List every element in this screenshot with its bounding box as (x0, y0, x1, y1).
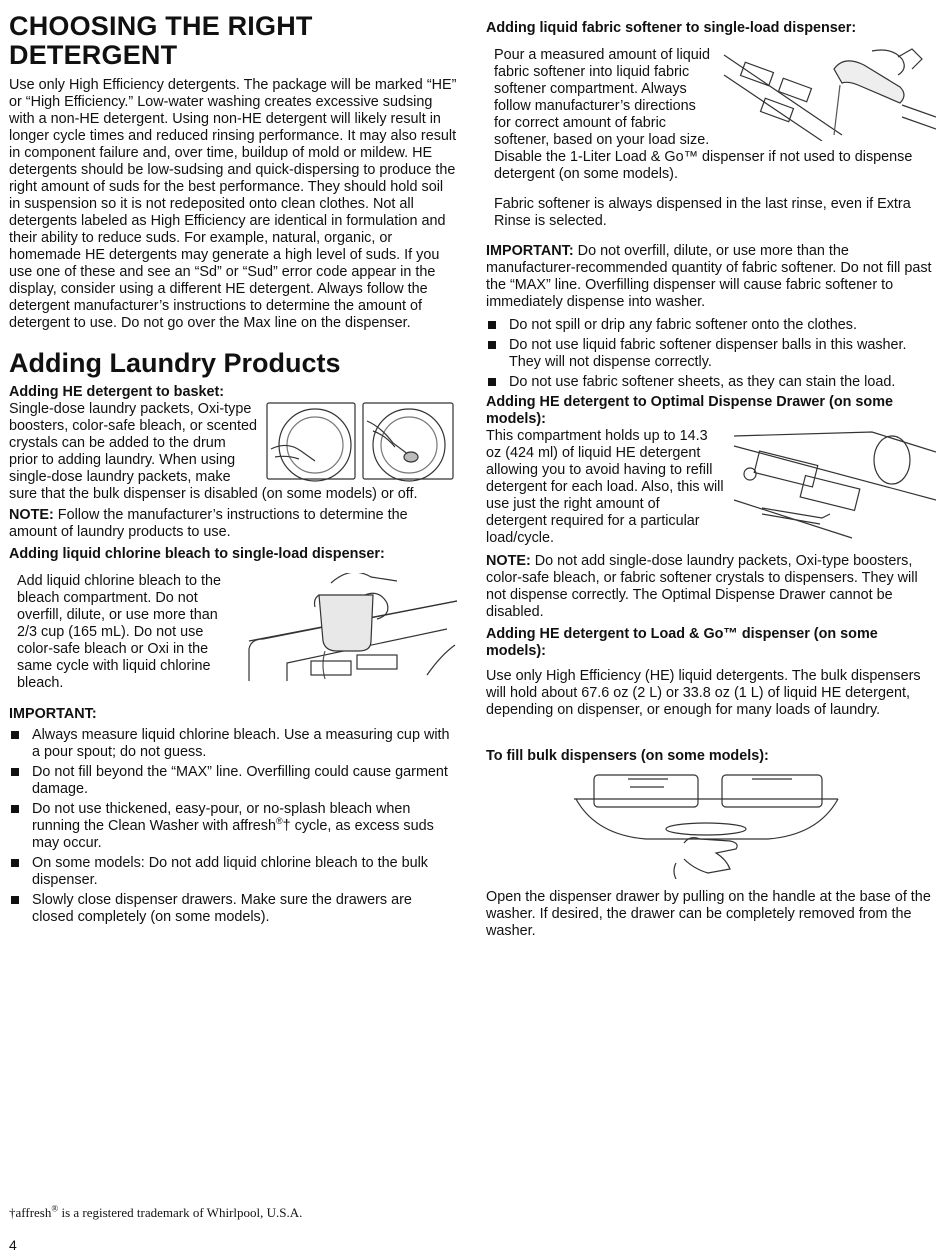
detergent-section-title: CHOOSING THE RIGHT DETERGENT (9, 11, 313, 70)
list-item: Do not use thickened, easy-pour, or no-splash bleach when running the Clean Washer with affresh®† cycle, as excess suds may occur. (9, 801, 457, 852)
softener-rinse: Fabric softener is always dispensed in the last rinse, even if Extra Rinse is selected. (494, 196, 911, 229)
softener-heading: Adding liquid fabric softener to single-load dispenser: (486, 20, 857, 36)
list-item: On some models: Do not add liquid chlorine bleach to the bulk dispenser. (9, 855, 457, 889)
adding-laundry-title: Adding Laundry Products (9, 348, 341, 378)
dispense-drawer-illustration (732, 430, 936, 540)
left-important-label: IMPORTANT: (9, 706, 97, 722)
list-item: Do not use liquid fabric softener dispenser balls in this washer. They will not dispense correctly. (486, 337, 936, 371)
right-important: IMPORTANT: Do not overfill, dilute, or use more than the manufacturer-recommended quantity of fabric softener. Do not fill past the “MAX” line. Overfilling dispenser will cause fabric softener to immediately dispense into washer. (486, 243, 932, 310)
list-item: Do not use fabric softener sheets, as they can stain the load. (486, 374, 936, 391)
right-column (486, 0, 936, 940)
list-item: Slowly close dispenser drawers. Make sure the drawers are closed completely (on some models). (9, 892, 457, 926)
left-note: NOTE: Follow the manufacturer’s instructions to determine the amount of laundry products to use. (9, 507, 408, 540)
page-number: 4 (9, 1237, 17, 1253)
bulk-heading: To fill bulk dispensers (on some models): (486, 748, 769, 764)
bleach-block (9, 573, 457, 692)
basket-block (9, 401, 457, 503)
bulk-drawer-illustration (572, 773, 936, 879)
bleach-heading: Adding liquid chlorine bleach to single-load dispenser: (9, 546, 385, 562)
loadgo-body: Use only High Efficiency (HE) liquid detergents. The bulk dispensers will hold about 67.6 oz (2 L) or 33.8 oz (1 L) of liquid HE detergent, depending on dispenser, or enough for many loads of laundry. (486, 668, 921, 718)
trademark-footnote: †affresh® is a registered trademark of Whirlpool, U.S.A. (9, 1203, 303, 1220)
right-note: NOTE: Do not add single-dose laundry packets, Oxi-type boosters, color-safe bleach, or fabric softener crystals to dispensers. They will not dispense correctly. The Optimal Dispense Drawer cannot be disabled. (486, 553, 918, 620)
optimal-body: This compartment holds up to 14.3 oz (424 ml) of liquid HE detergent allowing you to avoid having to refill detergent for each load. Also, this will use just the right amount of detergent required for a particular load/cycle. (486, 428, 724, 546)
softener-block (486, 47, 936, 183)
optimal-heading: Adding HE detergent to Optimal Dispense Drawer (on some models): (486, 394, 893, 427)
left-column (9, 0, 457, 929)
drum-illustration (265, 401, 457, 483)
list-item: Do not spill or drip any fabric softener onto the clothes. (486, 317, 936, 334)
optimal-block (486, 428, 936, 547)
basket-heading: Adding HE detergent to basket: (9, 384, 225, 400)
detergent-body: Use only High Efficiency detergents. The package will be marked “HE” or “High Efficiency.” Low-water washing creates excessive sudsing with a non-HE detergent. Using non-HE detergent will likely result in longer cycle times and reduced rinsing performance. It may also result in component failure and, over time, buildup of mold or mildew. HE detergents should be low-sudsing and quick-dispersing to produce the right amount of suds for the best performance. They should hold soil in suspension so it is not redeposited onto clean clothes. Not all detergents labeled as High Efficiency are identical in formulation and their ability to reduce suds. For example, natural, organic, or homemade HE detergents may generate a high level of suds. If you use one of these and see an “Sd” or “Sud” error code appear in the display, consider using a different HE detergent. Always follow the detergent manufacturer’s instructions to determine the amount of detergent to use. Do not go over the Max line on the dispenser. (9, 77, 457, 331)
basket-body: Single-dose laundry packets, Oxi-type boosters, color-safe bleach, or scented crystals can be added to the drum prior to adding laundry. When using single-dose laundry packets, make sure that the bulk dispenser is disabled (on some models) or off. (9, 401, 418, 502)
softener-bullet-list (486, 317, 936, 391)
softener-pour-illustration (722, 47, 936, 141)
bleach-bullet-list (9, 727, 457, 926)
bleach-pour-illustration (247, 573, 457, 683)
softener-body: Pour a measured amount of liquid fabric softener into liquid fabric softener compartment. Always follow manufacturer’s directions for correct amount of fabric softener, based on your load size. Disable the 1-Liter Load & Go™ dispenser if not used to dispense detergent (on some models). (494, 47, 913, 182)
bleach-body: Add liquid chlorine bleach to the bleach compartment. Do not overfill, dilute, or use more than 2/3 cup (165 mL). Do not use color-safe bleach or Oxi in the same cycle with liquid chlorine bleach. (17, 573, 222, 691)
bulk-body: Open the dispenser drawer by pulling on the handle at the base of the washer. If desired, the drawer can be completely removed from the washer. (486, 889, 931, 939)
list-item: Always measure liquid chlorine bleach. Use a measuring cup with a pour spout; do not guess. (9, 727, 457, 761)
loadgo-heading: Adding HE detergent to Load & Go™ dispenser (on some models): (486, 626, 878, 659)
list-item: Do not fill beyond the “MAX” line. Overfilling could cause garment damage. (9, 764, 457, 798)
